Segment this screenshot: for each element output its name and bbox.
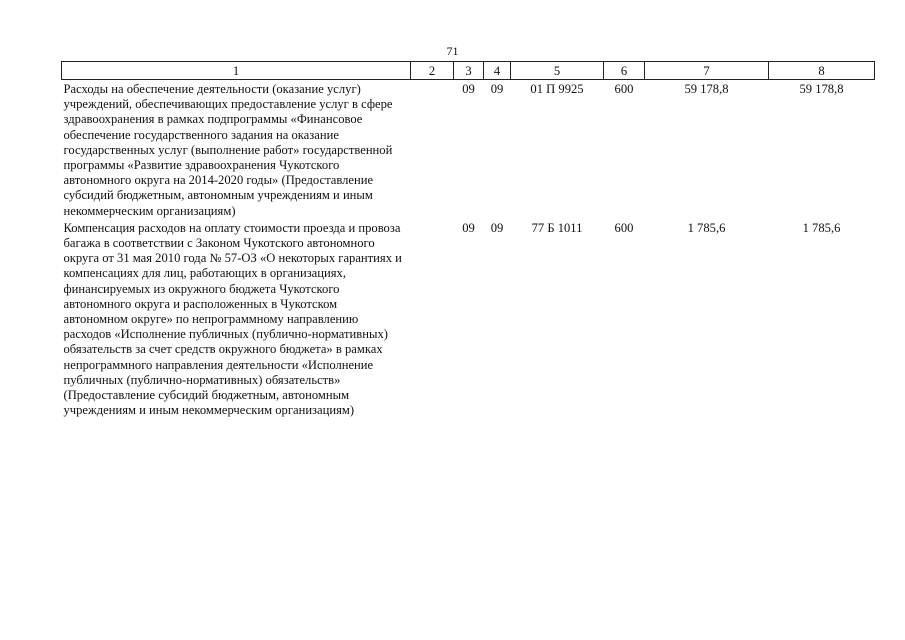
header-row (62, 62, 875, 80)
header-col-1: 1 (62, 62, 411, 80)
row-col-2 (411, 80, 454, 219)
row-col-3: 09 (462, 82, 475, 96)
row-col-4: 09 (490, 220, 504, 235)
row-col-5: 01 П 9925 (530, 82, 584, 96)
budget-table (61, 61, 875, 418)
row-col-6: 600 (614, 82, 634, 96)
row-col-4: 09 (490, 82, 504, 96)
header-col-8: 8 (769, 62, 875, 80)
row-col-3: 09 (462, 220, 475, 235)
table-row (62, 80, 875, 219)
row-col-5: 77 Б 1011 (531, 220, 583, 235)
table-body (62, 80, 875, 419)
row-col-6: 600 (614, 220, 634, 235)
table-header (62, 62, 875, 80)
row-description: Расходы на обеспечение деятельности (оказание услуг) учреждений, обеспечивающих предоставление услуг в сфере здравоохранения в рамках подпрограммы «Финансовое обеспечение государственного задания на оказание государственных услуг (выполнение работ» государственной программы «Развитие здравоохранения Чукотского автономного округа на 2014-2020 годы» (Предоставление субсидий бюджетным, автономным учреждениям и иным некоммерческим организациям) (63, 82, 393, 218)
header-col-6: 6 (604, 62, 645, 80)
row-col-7: 1 785,6 (687, 220, 726, 235)
header-col-5: 5 (511, 62, 604, 80)
table-row (62, 219, 875, 419)
header-col-2: 2 (411, 62, 454, 80)
row-col-7: 59 178,8 (684, 82, 729, 96)
header-col-3: 3 (454, 62, 484, 80)
row-col-2 (411, 219, 454, 419)
header-col-4: 4 (484, 62, 511, 80)
page-number: 71 (446, 44, 459, 58)
header-col-7: 7 (645, 62, 769, 80)
row-col-8: 59 178,8 (799, 82, 844, 96)
row-description: Компенсация расходов на оплату стоимости проезда и провоза багажа в соответствии с Законом Чукотского автономного округа от 31 мая 2010 года № 57-ОЗ «О некоторых гарантиях и компенсациях для лиц, работающих в организациях, финансируемых из окружного бюджета Чукотского автономного округа и расположенных в Чукотском автономном округе» по непрограммному направлению расходов «Исполнение публичных (публично-нормативных) обязательств за счет средств окружного бюджета» в рамках непрограммного направления деятельности «Исполнение публичных (публично-нормативных) обязательств» (Предоставление субсидий бюджетным, автономным учреждениям и иным некоммерческим организациям) (63, 220, 402, 418)
row-col-8: 1 785,6 (802, 220, 841, 235)
